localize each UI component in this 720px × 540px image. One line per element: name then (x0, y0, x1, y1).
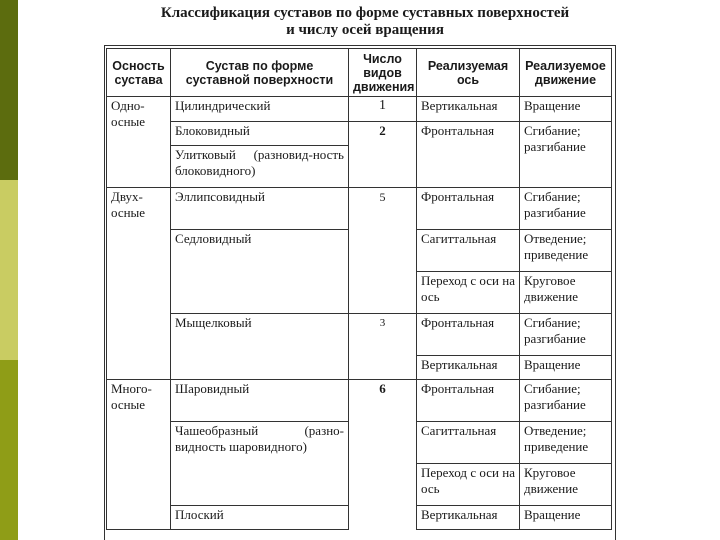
header-count: Число видов движения (349, 49, 417, 97)
count-condylar: 3 (349, 314, 417, 380)
motion-ball: Сгибание; разгибание (520, 380, 612, 422)
motion-saddle-circular: Круговое движение (520, 272, 612, 314)
count-ellipsoid: 5 (349, 188, 417, 314)
table-row (107, 97, 612, 122)
count-block: 2 (349, 122, 417, 188)
decor-stripe-olive (0, 360, 18, 540)
motion-ellipsoid: Сгибание; разгибание (520, 188, 612, 230)
axis-biaxial: Двух-осные (107, 188, 171, 380)
title-line-1: Классификация суставов по форме суставных поверхностей (160, 5, 570, 21)
plane-cup-transition: Переход с оси на ось (417, 464, 520, 506)
plane-cylindrical: Вертикальная (417, 97, 520, 122)
plane-flat: Вертикальная (417, 506, 520, 530)
motion-flat: Вращение (520, 506, 612, 530)
plane-saddle-transition: Переход с оси на ось (417, 272, 520, 314)
joint-flat: Плоский (171, 506, 349, 530)
joint-cup: Чашеобразный (разно-видность шаровидного) (171, 422, 349, 506)
plane-condylar: Фронтальная (417, 314, 520, 356)
header-plane: Реализуемая ось (417, 49, 520, 97)
axis-multiaxial: Много-осные (107, 380, 171, 530)
table-row (107, 122, 612, 146)
table-row (107, 380, 612, 422)
header-motion: Реализуемое движение (520, 49, 612, 97)
joint-ellipsoid: Эллипсовидный (171, 188, 349, 230)
decor-stripe-dark (0, 0, 18, 180)
count-cylindrical: 1 (349, 97, 417, 122)
plane-ellipsoid: Фронтальная (417, 188, 520, 230)
joint-snail: Улитковый (разновид-ность блоковидного) (171, 146, 349, 188)
plane-block: Фронтальная (417, 122, 520, 188)
table-row (107, 188, 612, 230)
header-axis: Осность сустава (107, 49, 171, 97)
axis-uniaxial: Одно-осные (107, 97, 171, 188)
motion-condylar: Сгибание; разгибание (520, 314, 612, 356)
header-joint: Сустав по форме суставной поверхности (171, 49, 349, 97)
joint-block: Блоковидный (171, 122, 349, 146)
plane-saddle: Сагиттальная (417, 230, 520, 272)
title-line-2: и числу осей вращения (286, 22, 444, 38)
joint-condylar: Мыщелковый (171, 314, 349, 380)
joint-saddle: Седловидный (171, 230, 349, 314)
joint-cylindrical: Цилиндрический (171, 97, 349, 122)
motion-cylindrical: Вращение (520, 97, 612, 122)
plane-ball: Фронтальная (417, 380, 520, 422)
table-row (107, 314, 612, 356)
plane-condylar-vertical: Вертикальная (417, 356, 520, 380)
motion-cup-circular: Круговое движение (520, 464, 612, 506)
motion-block: Сгибание; разгибание (520, 122, 612, 188)
decor-stripe-light (0, 180, 18, 360)
page-title (100, 5, 630, 39)
plane-cup: Сагиттальная (417, 422, 520, 464)
header-row (107, 49, 612, 97)
motion-cup: Отведение; приведение (520, 422, 612, 464)
classification-table (106, 48, 612, 530)
joint-ball: Шаровидный (171, 380, 349, 422)
motion-saddle: Отведение; приведение (520, 230, 612, 272)
motion-condylar-rotation: Вращение (520, 356, 612, 380)
count-ball: 6 (349, 380, 417, 530)
